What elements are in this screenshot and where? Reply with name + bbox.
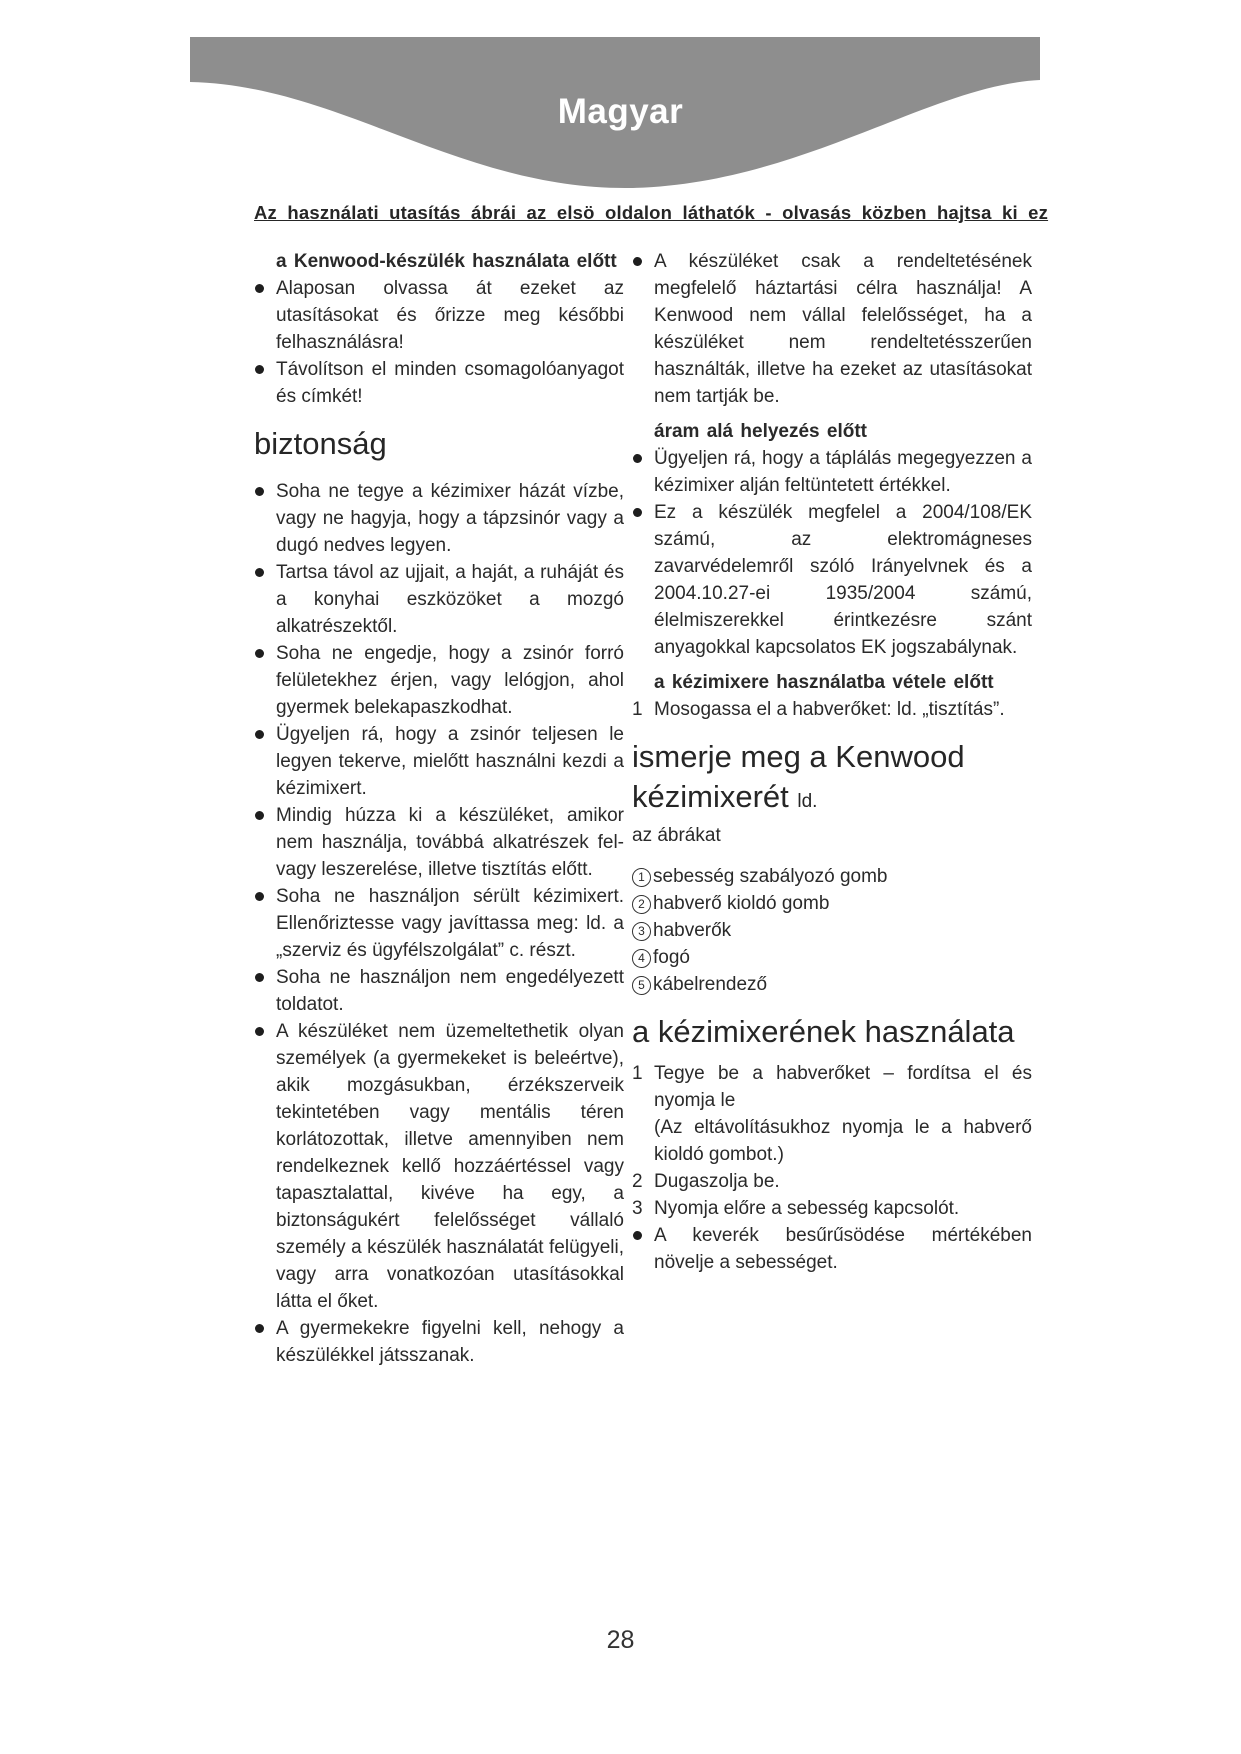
part-item — [632, 944, 1032, 971]
part-number: 4 — [632, 949, 651, 968]
list-item: Ez a készülék megfelel a 2004/108/EK számú, az elektromágneses zavarvédelemről szóló Irányelvnek és a 2004.10.27-ei 1935/2004 számú, élelmiszerekkel érintkezésre szánt anyagokkal kapcsolatos EK jogszabálynak. — [632, 499, 1032, 661]
know-suffix: ld. — [797, 791, 818, 812]
numbered-item — [632, 696, 1032, 723]
list-item: Soha ne tegye a kézimixer házát vízbe, vagy ne hagyja, hogy a tápzsinór vagy a dugó nedves legyen. — [254, 478, 624, 559]
list-item: Soha ne használjon nem engedélyezett toldatot. — [254, 964, 624, 1018]
part-label: sebesség szabályozó gomb — [653, 866, 888, 887]
part-number: 1 — [632, 868, 651, 887]
list-item: Tartsa távol az ujjait, a haját, a ruháját és a konyhai eszközöket a mozgó alkatrészektől. — [254, 559, 624, 640]
part-item — [632, 890, 1032, 917]
part-item — [632, 863, 1032, 890]
power-title: áram alá helyezés előtt — [654, 421, 867, 442]
before-use-title: a Kenwood-készülék használata előtt — [276, 251, 617, 272]
list-item: A készüléket csak a rendeltetésének megfelelő háztartási célra használja! A Kenwood nem vállal felelősséget, ha a készüléket nem rendeltetésszerűen használták, illetve ha ezeket az utasításokat nem tartják be. — [632, 248, 1032, 410]
list-item: A keverék besűrűsödése mértékében növelje a sebességet. — [632, 1222, 1032, 1276]
list-item: Mindig húzza ki a készüléket, amikor nem használja, továbbá alkatrészek fel- vagy leszerelése, illetve tisztítás előtt. — [254, 802, 624, 883]
part-label: kábelrendező — [653, 974, 768, 995]
part-number: 5 — [632, 976, 651, 995]
safety-heading: biztonság — [254, 426, 387, 461]
know-heading-text: ismerje meg a Kenwood kézimixerét — [632, 739, 965, 814]
know-see: az ábrákat — [632, 825, 721, 846]
numbered-item — [632, 1195, 1032, 1222]
know-heading — [632, 737, 1032, 822]
list-item: Alaposan olvassa át ezeket az utasításokat és őrizze meg későbbi felhasználásra! — [254, 275, 624, 356]
step-text: Dugaszolja be. — [654, 1171, 780, 1192]
list-item: Ügyeljen rá, hogy a zsinór teljesen le legyen tekerve, mielőtt használni kezdi a kézimixert. — [254, 721, 624, 802]
list-item: A készüléket nem üzemeltethetik olyan személyek (a gyermekeket is beleértve), akik mozgásukban, érzékszerveik tekintetében vagy mentális téren korlátozottak, illetve amennyiben nem rendelkeznek kellő hozzáértéssel vagy tapasztalattal, kivéve ha egy, a biztonságukért felelősséget vállaló személy a készülék használatát felügyeli, vagy arra vonatkozóan utasításokkal látta el őket. — [254, 1018, 624, 1315]
part-number: 3 — [632, 922, 651, 941]
part-label: habverők — [653, 920, 732, 941]
step-number: 1 — [632, 1063, 643, 1084]
step-text: Tegye be a habverőket – fordítsa el és nyomja le — [654, 1063, 1032, 1111]
step-text: Mosogassa el a habverőket: ld. „tisztítás”. — [654, 699, 1005, 720]
page-number: 28 — [606, 1626, 635, 1654]
list-item: Soha ne engedje, hogy a zsinór forró felületekhez érjen, vagy lelógjon, ahol gyermek belekapaszkodhat. — [254, 640, 624, 721]
step-note: (Az eltávolításukhoz nyomja le a habverő kioldó gombot.) — [654, 1117, 1032, 1165]
intro-line: Az használati utasítás ábrái az elsö oldalon láthatók - olvasás közben hajtsa ki ez — [254, 202, 1049, 223]
part-label: habverő kioldó gomb — [653, 893, 830, 914]
use-heading: a kézimixerének használata — [632, 1014, 1015, 1049]
part-label: fogó — [653, 947, 690, 968]
first-use-title: a kézimixere használatba vétele előtt — [654, 672, 994, 693]
step-text: Nyomja előre a sebesség kapcsolót. — [654, 1198, 960, 1219]
right-column — [632, 248, 1032, 1276]
step-number: 3 — [632, 1198, 643, 1219]
step-number: 2 — [632, 1171, 643, 1192]
left-column — [254, 248, 624, 1369]
list-item: Távolítson el minden csomagolóanyagot és címkét! — [254, 356, 624, 410]
part-item — [632, 917, 1032, 944]
page-title: Magyar — [557, 92, 684, 131]
step-number: 1 — [632, 699, 643, 720]
numbered-item — [632, 1168, 1032, 1195]
numbered-item — [632, 1060, 1032, 1114]
part-item — [632, 971, 1032, 998]
list-item: Soha ne használjon sérült kézimixert. Ellenőriztesse vagy javíttassa meg: ld. a „szerviz és ügyfélszolgálat” c. részt. — [254, 883, 624, 964]
part-number: 2 — [632, 895, 651, 914]
list-item: A gyermekekre figyelni kell, nehogy a készülékkel játsszanak. — [254, 1315, 624, 1369]
list-item: Ügyeljen rá, hogy a táplálás megegyezzen a kézimixer alján feltüntetett értékkel. — [632, 445, 1032, 499]
